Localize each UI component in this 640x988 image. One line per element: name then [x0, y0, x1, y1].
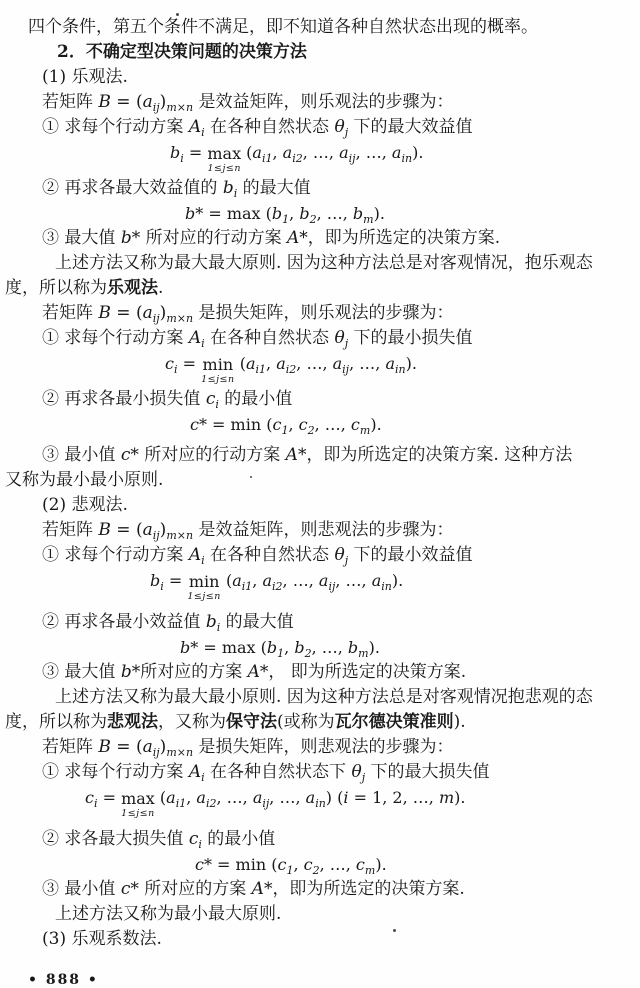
text-run: i [201, 337, 205, 350]
text-run: = [177, 354, 202, 373]
text-run: i [215, 398, 219, 411]
text-run: j [344, 554, 349, 567]
text-run: , [272, 143, 283, 162]
text-run: m [363, 213, 374, 226]
text-run: a [318, 571, 329, 590]
text-run: b [352, 204, 364, 223]
text-run: 瓦尔德决策准则 [334, 712, 454, 732]
text-run: 度，所以称为 [5, 278, 107, 298]
text-run: b [294, 638, 305, 657]
step-line [42, 660, 640, 685]
text-run: a [305, 788, 316, 807]
step-line [42, 443, 640, 468]
text-run: *，即为所选定的决策方案. [299, 228, 501, 248]
text-run: c [298, 415, 308, 434]
step-line [42, 760, 640, 785]
text-run: , …, [335, 571, 372, 590]
text-run: 的最大值 [220, 612, 294, 632]
text-run: b [120, 228, 132, 248]
text-run: A [247, 662, 260, 682]
text-run: , …, [269, 788, 306, 807]
text-run: A [251, 879, 264, 899]
text-run: in [394, 363, 406, 376]
text-run: ) [159, 520, 167, 540]
body-line [5, 276, 640, 301]
text-run: ② 再求各最小效益值 [42, 612, 206, 632]
text-run: , …, [316, 204, 353, 223]
text-run: = ( [110, 303, 143, 323]
text-run: 在各种自然状态下 [204, 762, 352, 782]
text-run: m [358, 647, 369, 660]
text-run: i [201, 554, 205, 567]
text-run: c [195, 855, 204, 874]
text-run: θ [334, 328, 345, 348]
text-run: ( [154, 788, 167, 807]
step-line [42, 827, 640, 852]
text-run: c [165, 354, 174, 373]
text-run: , …, [355, 143, 392, 162]
text-run: c [303, 855, 313, 874]
text-run: b [299, 204, 310, 223]
text-run: , [284, 638, 295, 657]
text-run: 上述方法又称为最小最大原则. [55, 904, 282, 924]
text-run: i [343, 788, 349, 807]
text-run: 下的最小损失值 [348, 328, 473, 348]
text-run: ). [368, 638, 380, 657]
text-run: ij [342, 363, 350, 376]
text-run: 的最大值 [237, 178, 311, 198]
text-run: 1 [281, 424, 289, 437]
text-run: 若矩阵 [42, 303, 99, 323]
step-line [42, 610, 640, 635]
text-run: a [245, 354, 256, 373]
step-line [42, 877, 640, 902]
text-run: , [288, 415, 299, 434]
text-run: 2 [312, 864, 320, 877]
formula-line [180, 635, 640, 660]
text-run: 下的最大损失值 [365, 762, 490, 782]
text-run: ). [453, 712, 466, 732]
text-run: = 1, 2, …, [348, 788, 439, 807]
text-run: 又称为最小最小原则. [5, 470, 164, 490]
text-run: , …, [296, 354, 333, 373]
text-run: in [401, 152, 413, 165]
text-run: , [266, 354, 277, 373]
text-run: , [252, 571, 263, 590]
text-run: (1) 乐观法. [42, 67, 128, 87]
operator-with-limit: min 1≤j≤n [201, 355, 235, 385]
text-run: i1 [255, 363, 267, 376]
text-run: *，即为所选定的决策方案. [263, 879, 465, 899]
text-run: B [98, 520, 111, 540]
text-run: , …, [319, 855, 356, 874]
text-run: ) [159, 737, 167, 757]
text-run: 是损失矩阵，则悲观法的步骤为： [193, 737, 454, 757]
text-run: θ [351, 762, 362, 782]
text-run: *，即为所选定的决策方案. 这种方法 [297, 445, 573, 465]
text-run: * = min ( [198, 415, 273, 434]
formula-line [85, 785, 640, 821]
operator-with-limit: min 1≤j≤n [187, 572, 221, 602]
body-line [55, 251, 640, 276]
formula-line [190, 412, 640, 437]
text-run: ② 再求各最大效益值的 [42, 178, 223, 198]
text-run: i [198, 838, 202, 851]
text-run: b [170, 143, 181, 162]
text-run: 的最小值 [201, 829, 276, 849]
text-run: B [98, 303, 111, 323]
scan-speck [250, 476, 252, 478]
text-run: 2 [309, 213, 317, 226]
text-run: , [293, 855, 304, 874]
body-line [55, 902, 640, 927]
text-run: ③ 最小值 [42, 879, 121, 899]
text-run: * 所对应的行动方案 [131, 228, 288, 248]
text-run: 度，所以称为 [5, 712, 107, 732]
body-line [55, 685, 640, 710]
text-run: b [185, 204, 196, 223]
text-run: m×n [166, 746, 194, 759]
text-run: . [158, 278, 164, 298]
text-run: = [183, 143, 208, 162]
text-run: 1 [282, 213, 290, 226]
text-run: j [361, 771, 366, 784]
step-line [42, 543, 640, 568]
text-run: b [180, 638, 191, 657]
text-run: 是效益矩阵，则悲观法的步骤为： [193, 520, 454, 540]
step-line [42, 226, 640, 251]
formula-line [170, 140, 640, 176]
text-run: ij [348, 152, 356, 165]
text-run: = ( [110, 737, 143, 757]
text-run: ij [328, 580, 336, 593]
text-run: ) ( [325, 788, 344, 807]
text-run: ). [373, 204, 385, 223]
formula-line [150, 568, 640, 604]
section-heading [57, 40, 640, 65]
text-run: c [272, 415, 282, 434]
text-run: c [85, 788, 94, 807]
text-run: 若矩阵 [42, 737, 99, 757]
method-1-title [42, 65, 640, 90]
text-run: c [205, 389, 216, 409]
text-run: i [180, 152, 184, 165]
text-run: b [347, 638, 359, 657]
text-run: a [391, 143, 402, 162]
text-run: ). [370, 415, 382, 434]
text-run: i [233, 187, 238, 200]
text-run: (3) 乐观系数法. [42, 929, 162, 949]
text-run: ij [152, 746, 160, 759]
text-run: i2 [292, 152, 303, 165]
text-run: ③ 最大值 [42, 662, 121, 682]
text-run: b [150, 571, 161, 590]
text-run: a [142, 92, 153, 112]
text-run: 1 [277, 647, 285, 660]
text-run: ). [454, 788, 466, 807]
text-run: a [282, 143, 293, 162]
text-run: i2 [285, 363, 297, 376]
text-run: 2 [304, 647, 312, 660]
text-run: i [216, 621, 221, 634]
text-run: m [438, 788, 455, 807]
text-run: ). [391, 571, 404, 590]
text-run: 保守法 [226, 712, 277, 732]
text-run: c [355, 855, 365, 874]
text-run: ，又称为 [158, 712, 226, 732]
text-run: A [188, 762, 202, 782]
text-run: = [97, 788, 122, 807]
text-run: θ [334, 117, 345, 137]
text-run: c [350, 415, 360, 434]
text-run: 下的最小效益值 [348, 545, 473, 565]
text-run: m [364, 864, 376, 877]
text-run: , …, [282, 571, 319, 590]
text-run: 是效益矩阵，则乐观法的步骤为： [193, 92, 454, 112]
method-3-title [42, 927, 640, 952]
operator-with-limit: max 1≤j≤n [207, 144, 242, 174]
text-run: 乐观法 [107, 278, 158, 298]
text-run: A [188, 328, 202, 348]
text-run: A [285, 445, 298, 465]
text-run: , …, [314, 415, 351, 434]
text-run: 上述方法又称为最大最小原则. 因为这种方法总是对客观情况抱悲观的态 [55, 687, 593, 707]
text-run: m [359, 424, 371, 437]
text-run: 若矩阵 [42, 520, 99, 540]
text-run: ij [262, 797, 270, 810]
text-run: 悲观法 [107, 712, 158, 732]
text-run: ② 求各最大损失值 [42, 829, 189, 849]
text-run: , …, [216, 788, 253, 807]
text-run: 的最小值 [218, 389, 293, 409]
text-run: (2) 悲观法. [42, 495, 128, 515]
text-run: c [188, 829, 199, 849]
text-run: a [252, 143, 262, 162]
text-run: m×n [166, 312, 194, 325]
text-run: = ( [110, 92, 143, 112]
text-run: b [266, 638, 278, 657]
text-run: * = min ( [203, 855, 278, 874]
text-run: ij [152, 101, 160, 114]
text-run: A [287, 228, 300, 248]
text-run: i1 [241, 580, 253, 593]
text-run: ). [405, 354, 417, 373]
step-line [42, 387, 640, 412]
text-run: 是损失矩阵，则乐观法的步骤为： [193, 303, 454, 323]
text-run: c [190, 415, 199, 434]
text-run: ). [412, 143, 424, 162]
text-run: * 所对应的方案 [130, 879, 252, 899]
text-run: ① 求每个行动方案 [42, 117, 189, 137]
text-run: m×n [166, 529, 194, 542]
body-line [42, 518, 640, 543]
body-line [5, 710, 640, 735]
text-run: , …, [311, 638, 348, 657]
text-run: ③ 最大值 [42, 228, 121, 248]
text-run: b [271, 204, 283, 223]
body-line [28, 15, 640, 40]
step-line [42, 326, 640, 351]
scan-speck [393, 929, 396, 932]
text-run: i1 [261, 152, 273, 165]
operator-with-limit: max 1≤j≤n [121, 789, 155, 819]
text-run: ( [220, 571, 233, 590]
text-run: a [142, 520, 153, 540]
text-run: 2．不确定型决策问题的决策方法 [57, 42, 307, 62]
text-run: b [120, 662, 132, 682]
text-run: i1 [175, 797, 187, 810]
text-run: 四个条件，第五个条件不满足，即不知道各种自然状态出现的概率。 [28, 17, 538, 37]
text-run: a [252, 788, 263, 807]
text-run: ) [159, 92, 167, 112]
text-run: ② 再求各最小损失值 [42, 389, 206, 409]
text-run: c [120, 445, 131, 465]
text-run: c [277, 855, 287, 874]
text-run: i2 [205, 797, 217, 810]
text-run: i [201, 771, 205, 784]
text-run: a [276, 354, 286, 373]
method-2-title [42, 493, 640, 518]
body-line [42, 301, 640, 326]
text-run: b [205, 612, 217, 632]
text-run: a [385, 354, 395, 373]
page-number: • 888 • [28, 972, 99, 988]
text-run: ③ 最小值 [42, 445, 121, 465]
text-run: B [98, 737, 111, 757]
text-run: a [339, 143, 349, 162]
text-run: ( [234, 354, 246, 373]
text-run: ) [159, 303, 167, 323]
text-run: a [196, 788, 206, 807]
text-run: 在各种自然状态 [204, 117, 335, 137]
text-run: * = max ( [190, 638, 267, 657]
text-run: B [98, 92, 111, 112]
text-run: , …, [349, 354, 386, 373]
text-run: j [344, 126, 349, 139]
text-run: * 所对应的行动方案 [130, 445, 286, 465]
text-run: ① 求每个行动方案 [42, 328, 189, 348]
text-run: 在各种自然状态 [204, 328, 335, 348]
text-run: a [371, 571, 382, 590]
step-line [42, 176, 640, 201]
text-run: ① 求每个行动方案 [42, 762, 189, 782]
text-run: m×n [166, 101, 194, 114]
text-run: A [188, 545, 202, 565]
text-run: c [120, 879, 131, 899]
text-run: ① 求每个行动方案 [42, 545, 189, 565]
text-run: a [232, 571, 242, 590]
text-run: = ( [110, 520, 143, 540]
text-run: *所对应的方案 [131, 662, 248, 682]
text-run: ). [375, 855, 387, 874]
text-run: (或称为 [277, 712, 335, 732]
body-line [42, 90, 640, 115]
text-run: , [186, 788, 197, 807]
text-run: * = max ( [195, 204, 272, 223]
body-line [42, 735, 640, 760]
text-run: a [142, 303, 153, 323]
text-run: 1 [286, 864, 294, 877]
text-run: 在各种自然状态 [204, 545, 335, 565]
text-run: , …, [302, 143, 340, 162]
text-run: a [166, 788, 176, 807]
text-run: 若矩阵 [42, 92, 99, 112]
text-run: θ [334, 545, 345, 565]
text-run: 2 [307, 424, 315, 437]
text-run: a [262, 571, 273, 590]
text-run: i [160, 580, 164, 593]
body-line [5, 468, 640, 493]
text-run: A [188, 117, 202, 137]
formula-line [165, 351, 640, 387]
text-run: b [222, 178, 234, 198]
text-run: , [289, 204, 300, 223]
text-run: in [381, 580, 392, 593]
text-run: *， 即为所选定的决策方案. [259, 662, 467, 682]
text-run: i2 [272, 580, 283, 593]
text-run: ij [152, 529, 160, 542]
text-run: i [93, 797, 98, 810]
text-run: ij [152, 312, 160, 325]
text-run: i [173, 363, 178, 376]
text-run: in [315, 797, 326, 810]
text-run: 上述方法又称为最大最大原则. 因为这种方法总是对客观情况，抱乐观态 [55, 253, 593, 273]
text-run: = [163, 571, 188, 590]
text-run: a [142, 737, 153, 757]
text-run: ( [241, 143, 253, 162]
formula-line [185, 201, 640, 226]
text-run: j [344, 337, 349, 350]
formula-line [195, 852, 640, 877]
scan-speck [176, 13, 179, 16]
text-run: i [201, 126, 205, 139]
text-run: 下的最大效益值 [348, 117, 473, 137]
step-line [42, 115, 640, 140]
text-run: a [332, 354, 343, 373]
